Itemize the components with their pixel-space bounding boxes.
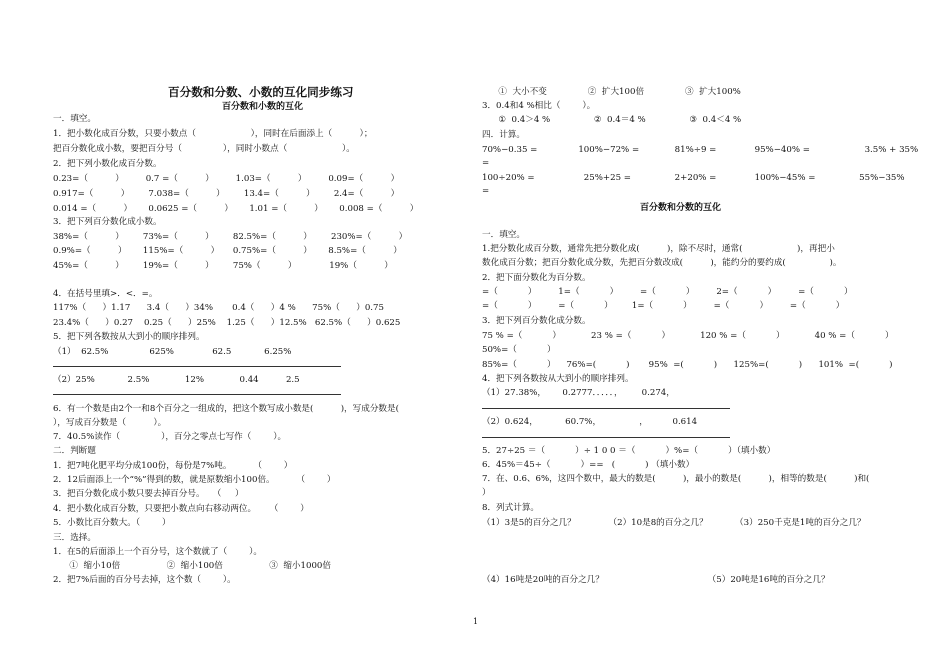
- text-line: ① 0.4＞4 % ② 0.4＝4 % ③ 0.4＜4 %: [482, 115, 742, 125]
- text-line: 二．判断题: [53, 446, 96, 456]
- page-number: 1: [473, 617, 479, 626]
- text-line: ① 缩小10倍 ② 缩小100倍 ③ 缩小1000倍: [53, 561, 331, 571]
- text-line: 数化成百分数；把百分数化成分数，先把百分数改成( )，能约分的要约成( )。: [482, 258, 842, 268]
- text-line: 4．在括号里填>．<．=。: [53, 289, 158, 299]
- text-line: 3．把下列百分数化成小数。: [53, 217, 162, 227]
- page-title: 百分数和分数、小数的互化同步练习: [168, 85, 354, 99]
- text-line: 50%=（ ）: [482, 345, 556, 355]
- text-line: （1）3是5的百分之几？ （2）10是8的百分之几？ （3）250千克是1吨的百分之几？: [482, 518, 866, 528]
- text-line: 7．40.5%读作（ ），百分之零点七写作（ ）。: [53, 432, 287, 442]
- text-line: 一．填空。: [53, 114, 96, 124]
- text-line: 0.014 =（ ） 0.0625 =（ ） 1.01 =（ ） 0.008 =（ ）: [53, 204, 419, 214]
- text-line: （4）16吨是20吨的百分之几？ （5）20吨是16吨的百分之几？: [482, 575, 830, 585]
- text-line: ① 大小不变 ② 扩大100倍 ③ 扩大100%: [482, 87, 741, 97]
- text-line: 三．选择。: [53, 533, 96, 543]
- text-line: 4．把下列各数按从大到小的顺序排列。: [482, 374, 634, 384]
- answer-line: [53, 366, 341, 367]
- text-line: 23.4%（ ）0.27 0.25（ ）25% 1.25（ ）12.5% 62.5%（ ）0.625: [53, 318, 401, 328]
- text-line: =（ ） 1=（ ） =（ ） 2=（ ） =（ ）: [482, 287, 853, 297]
- text-line: 把百分数化成小数，要把百分号（ ），同时小数点（ ）。: [53, 144, 355, 154]
- text-line: 2．把下面分数化为百分数。: [482, 273, 591, 283]
- text-line: 5．把下列各数按从大到小的顺序排列。: [53, 332, 205, 342]
- text-line: 3．把下列百分数化成分数。: [482, 316, 591, 326]
- text-line: 5．小数比百分数大。（ ）: [53, 518, 171, 528]
- text-line: （1） 62.5% 625% 62.5 6.25%: [53, 347, 292, 357]
- text-line: 8．列式计算。: [482, 503, 540, 513]
- text-line: （1）27.38%， 0.2777．．．．．， 0.274，: [482, 388, 675, 398]
- text-line: （2）25% 2.5% 12% 0.44 2.5: [53, 375, 300, 385]
- text-line: 一．填空。: [482, 230, 525, 240]
- section-title-percent-fraction: 百分数和分数的互化: [640, 203, 722, 213]
- text-line: 100÷20% = 25%+25 = 2+20% = 100%−45% = 55%−35%: [482, 173, 905, 183]
- text-line: 85%=（ ） 76%=( ) 95% =( ) 125%=( ) 101% =( ): [482, 360, 893, 370]
- text-line: 3．0.4和4 %相比（ ）。: [482, 101, 596, 111]
- text-line: 6．45%＝45÷（ ）== ( ) （填小数）: [482, 460, 695, 470]
- answer-line: [482, 437, 730, 438]
- text-line: ）: [482, 488, 491, 498]
- text-line: 38%=（ ） 73%=（ ） 82.5%=（ ） 230%=（ ）: [53, 232, 408, 242]
- section-title-percent-decimal: 百分数和小数的互化: [222, 102, 304, 112]
- text-line: 1．把小数化成百分数，只要小数点（ ），同时在后面添上（ ）；: [53, 129, 373, 139]
- text-line: 2．12后面添上一个“%”得到的数，就是原数缩小100倍。 （ ）: [53, 475, 336, 485]
- text-line: 四．计算。: [482, 130, 525, 140]
- text-line: 0.9%=（ ） 115%=（ ） 0.75%=（ ） 8.5%=（ ）: [53, 246, 402, 256]
- text-line: ），写成百分数是（ ）。: [53, 418, 167, 428]
- text-line: =（ ） =（ ） 1=（ ） =（ ） =（ ）: [482, 301, 845, 311]
- text-line: =: [482, 158, 490, 168]
- text-line: 5．27÷25 ＝（ ）÷ 1 0 0 ＝（ ）%=（ ）（填小数）: [482, 446, 776, 456]
- text-line: 2．把下列小数化成百分数。: [53, 159, 162, 169]
- answer-line: [53, 394, 341, 395]
- text-line: =: [482, 186, 490, 196]
- text-line: 1．在5的后面添上一个百分号，这个数就了（ ）。: [53, 547, 262, 557]
- text-line: 4．把小数化成百分数，只要把小数点向右移动两位。 （ ）: [53, 504, 309, 514]
- text-line: 1．把7吨化肥平均分成100份，每份是7%吨。 （ ）: [53, 461, 293, 471]
- text-line: 7．在、0.6、6%，这四个数中，最大的数是( )，最小的数是( )，相等的数是( )和(: [482, 474, 870, 484]
- text-line: 70%−0.35 = 100%−72% = 81%÷9 = 95%−40% = 3.5% + 35%: [482, 145, 919, 155]
- text-line: 117%（ ）1.17 3.4（ ）34% 0.4（ ）4 % 75%（ ）0.75: [53, 303, 384, 313]
- text-line: 45%=（ ） 19%=（ ） 75%（ ） 19%（ ）: [53, 261, 393, 271]
- text-line: 1.把分数化成百分数，通常先把分数化成( )，除不尽时，通常( )，再把小: [482, 244, 835, 254]
- text-line: 75 % =（ ） 23 % =（ ） 120 % =（ ） 40 % =（ ）: [482, 331, 894, 341]
- text-line: 3．把百分数化成小数只要去掉百分号。 （ ）: [53, 489, 244, 499]
- text-line: 6．有一个数是由2个一和8个百分之一组成的，把这个数写成小数是( )，写成分数是(: [53, 404, 399, 414]
- text-line: 2．把7%后面的百分号去掉，这个数（ ）。: [53, 575, 236, 585]
- text-line: 0.23=（ ） 0.7 =（ ） 1.03=（ ） 0.09=（ ）: [53, 174, 400, 184]
- answer-line: [482, 408, 730, 409]
- text-line: 0.917=（ ） 7.038=（ ） 13.4=（ ） 2.4=（ ）: [53, 189, 400, 199]
- text-line: （2）0.624， 60.7%， ， 0.614: [482, 417, 698, 427]
